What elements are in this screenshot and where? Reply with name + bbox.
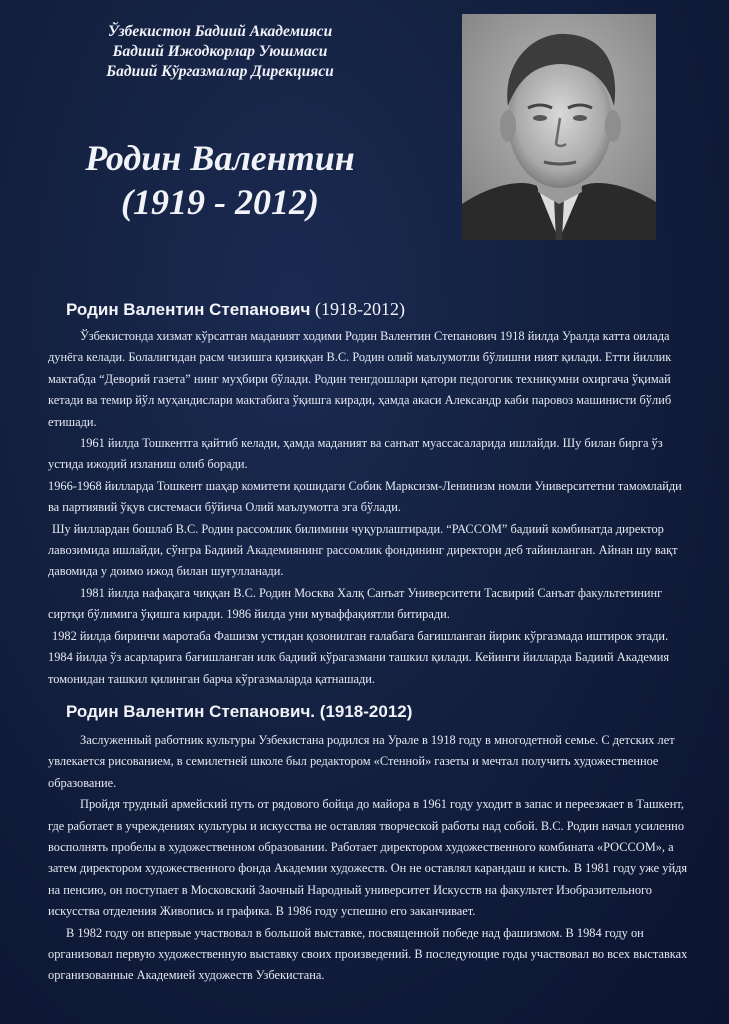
russian-biography-title [66, 701, 688, 723]
uzbek-paragraph: 1961 йилда Тошкентга қайтиб келади, ҳамда маданият ва санъат муассасаларида ишлайди. Шу билан бирга ўз устида ижодий изланиш олиб боради. [48, 436, 663, 472]
russian-paragraph: Пройдя трудный армейский путь от рядового бойца до майора в 1961 году уходит в запас и переезжает в Ташкент, где работает в учреждениях культуры и искусства не оставляя творческой работы над собой. В.С. Родин начал усиленно восполнять пробелы в художественном образовании. Работает директором художественного комбината «РОССОМ», а затем директором художественного фонда Академии художеств. Он не оставлял карандаш и кисть. В 1981 году уже уйдя на пенсию, он поступает в Московский Заочный Народный университет Искусств на факультет Изобразительного искусства отделения Живопись и графика. В 1986 году успешно его заканчивает. [48, 797, 688, 919]
artist-name: Родин Валентин [85, 138, 355, 178]
russian-title-years: (1918-2012) [319, 702, 413, 721]
portrait-photo [462, 14, 656, 240]
russian-paragraph: В 1982 году он впервые участвовал в большой выставке, посвященной победе над фашизмом. В 1984 году он организовал первую художественную выставку своих произведений. В последующие годы участвовал во всех выставках организованные Академией художеств Узбекистана. [48, 925, 688, 983]
artist-years: (1919 - 2012) [121, 182, 319, 222]
organization-header [60, 22, 380, 82]
artist-name-block [40, 136, 400, 224]
uzbek-paragraph: Шу йиллардан бошлаб В.С. Родин рассомлик билимини чуқурлаштиради. “РАССОМ” бадиий комбинатда директор лавозимида ишлайди, сўнгра Бадиий Академиянинг рассомлик фондининг директори деб тайинланган. Айнан шу вақт давомида у доимо ижод билан шуғулланади. [48, 521, 678, 579]
uzbek-biography [48, 298, 688, 690]
russian-title-name: Родин Валентин Степанович. [66, 702, 316, 721]
russian-biography [48, 701, 688, 987]
uzbek-paragraph: 1981 йилда нафақага чиққан В.С. Родин Москва Халқ Санъат Университети Тасвирий Санъат факультетининг сиртқи бўлимига ўқишга киради. 1986 йилда уни муваффақиятли битиради. [48, 585, 663, 622]
org-line-academy: Ўзбекистон Бадиий Академияси [107, 23, 333, 40]
uzbek-paragraph: 1966-1968 йилларда Тошкент шаҳар комитети қошидаги Собик Марксизм-Ленинизм номли Университетни тамомлайди ва партиявий ўқув системаси бўйича Олий маълумотга эга бўлади. [48, 478, 682, 515]
org-line-directorate: Бадиий Кўргазмалар Дирекцияси [106, 63, 334, 80]
uzbek-paragraph: 1982 йилда биринчи маротаба Фашизм устидан қозонилган ғалабага бағишланган йирик кўргазмада иштирок этади. 1984 йилда ўз асарларига бағишланган илк бадиий кўрагазмани ташкил қилади. Кейинги йилларда Бадиий Академия томонидан ташкил қилинган барча кўргазмаларда қатнашади. [48, 628, 670, 686]
uzbek-paragraph: Ўзбекистонда хизмат кўрсатган маданият ходими Родин Валентин Степанович 1918 йилда Уралда катта оилада дунёга келади. Болалигидан расм чизишга қизиққан В.С. Родин олий маълумотли бўлишни ният қилади. Етти йиллик мактабда “Деворий газета” нинг муҳбири бўлади. Родин тенгдошлари қатори педогогик техникумни охиргача ўқимай кетади ва темир йўл муҳандислари мактабига ўқишга киради, ҳамда акаси Александр каби паровоз машинисти бўлиб етишади. [48, 329, 672, 429]
uzbek-biography-title [66, 298, 688, 321]
russian-paragraph: Заслуженный работник культуры Узбекистана родился на Урале в 1918 году в многодетной семье. С детских лет увлекается рисованием, в семилетней школе был редактором «Стенной» газеты и мечтал получить художественное образование. [48, 733, 675, 790]
org-line-union: Бадиий Ижодкорлар Уюшмаси [112, 43, 328, 60]
uzbek-title-years: (1918-2012) [315, 299, 406, 319]
uzbek-title-name: Родин Валентин Степанович [66, 300, 311, 319]
portrait-image [462, 14, 656, 240]
